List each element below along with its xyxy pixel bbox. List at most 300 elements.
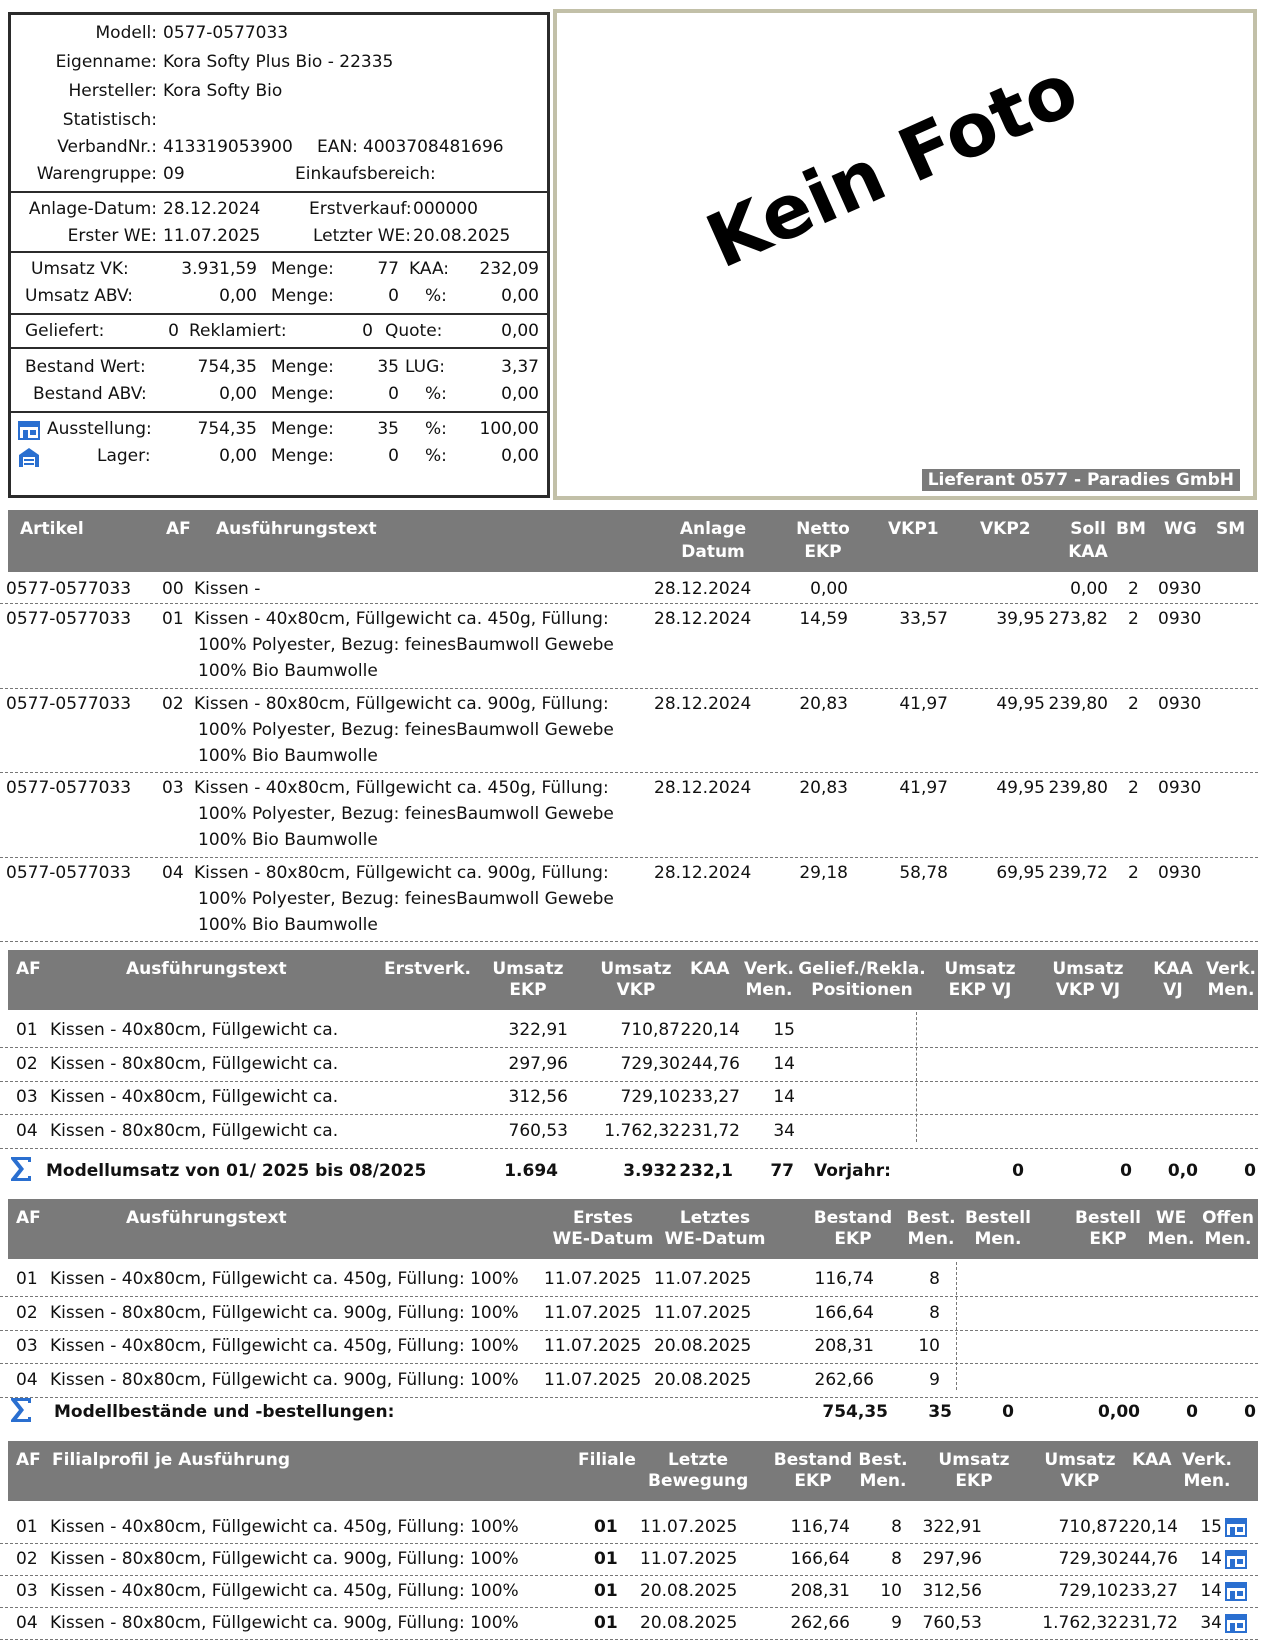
- col-bestand-ekp: EKP: [794, 1471, 832, 1491]
- table-row: [0, 772, 1258, 858]
- umsatz-ekp-cell: 760,53: [922, 1613, 982, 1633]
- verk-cell: 34: [1200, 1613, 1222, 1633]
- ausstellung-pct: 100,00: [479, 419, 539, 439]
- lug-value: 3,37: [501, 357, 539, 377]
- einkaufsbereich-label: Einkaufsbereich:: [295, 164, 436, 184]
- col-kaa-vj: KAA: [1153, 959, 1193, 979]
- umsatz-vkp-cell: 729,10: [1058, 1581, 1118, 1601]
- af-cell: 04: [16, 1369, 38, 1390]
- umsatz-vkp-cell: 710,87: [620, 1020, 680, 1040]
- bestandabv-menge: 0: [388, 384, 399, 404]
- store-icon[interactable]: [1224, 1548, 1248, 1575]
- menge-label: Menge:: [271, 384, 334, 404]
- bestand-ekp-cell: 116,74: [790, 1517, 850, 1537]
- letzte-bewegung-cell: 20.08.2025: [640, 1613, 738, 1633]
- umsatz-vkp-cell: 1.762,32: [1042, 1613, 1118, 1633]
- netto-ekp-cell: 0,00: [810, 579, 848, 599]
- col-best-men: Men.: [907, 1229, 955, 1249]
- pct-label: %:: [425, 446, 447, 466]
- col-bestand: Bestand: [813, 1208, 893, 1228]
- bestandabv-pct: 0,00: [501, 384, 539, 404]
- eigenname-value: Kora Softy Plus Bio - 22335: [163, 52, 394, 72]
- ausstellung-label: Ausstellung:: [47, 419, 152, 439]
- sum-verk: 77: [770, 1161, 794, 1181]
- menge-label: Menge:: [271, 446, 334, 466]
- col-offen-men: Men.: [1204, 1229, 1252, 1249]
- text-line-2: 100% Polyester, Bezug: feinesBaumwoll Gewebe: [198, 804, 614, 824]
- menge-label: Menge:: [271, 357, 334, 377]
- store-icon[interactable]: [1224, 1580, 1248, 1607]
- col-best-men: Men.: [859, 1471, 907, 1491]
- vorjahr-kaa: 0,0: [1167, 1161, 1198, 1181]
- col-kaa: KAA: [690, 959, 730, 979]
- artikel-cell: 0577-0577033: [6, 778, 132, 798]
- af-cell: 01: [162, 609, 184, 629]
- kaa-cell: 231,72: [1118, 1613, 1178, 1633]
- kaa-cell: 231,72: [680, 1120, 740, 1141]
- sum-label: Modellumsatz von 01/ 2025 bis 08/2025: [46, 1161, 427, 1181]
- af-cell: 00: [162, 579, 184, 599]
- quote-label: Quote:: [385, 321, 443, 341]
- stock-table-header: [8, 1199, 1258, 1259]
- bestand-ekp-cell: 208,31: [814, 1336, 874, 1356]
- umsatz-ekp-cell: 297,96: [508, 1053, 568, 1074]
- netto-ekp-cell: 20,83: [799, 694, 848, 714]
- col-netto-ekp: EKP: [804, 542, 842, 562]
- sum-umsatz-vkp: 3.932: [623, 1161, 677, 1181]
- af-cell: 04: [16, 1120, 38, 1141]
- table-row: [0, 1297, 1258, 1331]
- hersteller-value: Kora Softy Bio: [163, 81, 283, 101]
- text-cell: Kissen - 80x80cm, Füllgewicht ca. 900g, Füllung: 100%: [50, 1302, 519, 1323]
- letzterwe-label: Letzter WE:: [313, 226, 412, 246]
- vorjahr-verk: 0: [1244, 1161, 1256, 1181]
- bestand-ekp-cell: 262,66: [790, 1613, 850, 1633]
- bm-cell: 2: [1128, 609, 1139, 629]
- text-line-2: 100% Polyester, Bezug: feinesBaumwoll Gewebe: [198, 889, 614, 909]
- col-best: Best.: [906, 1208, 956, 1228]
- col-af: AF: [16, 959, 41, 979]
- anlage-datum-cell: 28.12.2024: [654, 863, 752, 883]
- vkp1-cell: 41,97: [899, 694, 948, 714]
- stock-sum-label: Modellbestände und -bestellungen:: [54, 1402, 395, 1422]
- vkp2-cell: 49,95: [996, 778, 1045, 798]
- vorjahr-umsatz-ekp: 0: [1012, 1161, 1024, 1181]
- umsatzabv-pct: 0,00: [501, 286, 539, 306]
- umsatzvk-value: 3.931,59: [181, 259, 257, 279]
- umsatz-vkp-cell: 710,87: [1058, 1517, 1118, 1537]
- product-photo-frame: [553, 9, 1257, 500]
- col-bm: BM: [1116, 519, 1146, 539]
- sum-we: 0: [1186, 1402, 1198, 1422]
- table-row: [0, 1512, 1258, 1544]
- umsatzvk-menge: 77: [377, 259, 399, 279]
- col-erstes: Erstes: [573, 1208, 633, 1228]
- vkp1-cell: 33,57: [899, 609, 948, 629]
- table-row: [0, 603, 1258, 689]
- bestand-ekp-cell: 262,66: [814, 1369, 874, 1390]
- best-men-cell: 8: [891, 1517, 902, 1537]
- table-row: [0, 1544, 1258, 1576]
- text-line-3: 100% Bio Baumwolle: [198, 915, 378, 935]
- col-letztes-datum: WE-Datum: [664, 1229, 766, 1249]
- artikel-cell: 0577-0577033: [6, 609, 132, 629]
- af-cell: 04: [16, 1613, 38, 1633]
- col-erstverk: Erstverk.: [384, 959, 472, 979]
- umsatz-ekp-cell: 760,53: [508, 1120, 568, 1141]
- anlage-datum-cell: 28.12.2024: [654, 694, 752, 714]
- table-row: [0, 1048, 1258, 1082]
- reklamiert-value: 0: [362, 321, 373, 341]
- verbandnr-value: 413319053900: [163, 137, 293, 157]
- vkp1-cell: 41,97: [899, 778, 948, 798]
- text-line-1: Kissen - 40x80cm, Füllgewicht ca. 450g, Füllung:: [194, 778, 609, 798]
- kaa-cell: 244,76: [680, 1053, 740, 1074]
- bestand-ekp-cell: 116,74: [814, 1269, 874, 1289]
- statistisch-label: Statistisch:: [62, 110, 157, 130]
- netto-ekp-cell: 20,83: [799, 778, 848, 798]
- col-filiale: Filiale: [578, 1450, 636, 1470]
- af-cell: 03: [162, 778, 184, 798]
- erstes-we-cell: 11.07.2025: [544, 1369, 642, 1390]
- table-row: [0, 1081, 1258, 1115]
- bm-cell: 2: [1128, 694, 1139, 714]
- col-letzte-bewegung: Bewegung: [648, 1471, 749, 1491]
- kaa-label: KAA:: [409, 259, 450, 279]
- wg-cell: 0930: [1158, 863, 1202, 883]
- col-best: Best.: [858, 1450, 908, 1470]
- umsatzabv-label: Umsatz ABV:: [25, 286, 134, 306]
- column-divider: [916, 1012, 917, 1142]
- col-gelief-pos: Positionen: [811, 980, 913, 1000]
- umsatz-vkp-cell: 729,10: [620, 1087, 680, 1107]
- store-icon: [17, 419, 41, 446]
- kaa-cell: 233,27: [680, 1087, 740, 1107]
- best-men-cell: 10: [918, 1336, 940, 1356]
- umsatz-ekp-cell: 312,56: [922, 1581, 982, 1601]
- table-row: [0, 573, 1258, 604]
- artikel-cell: 0577-0577033: [6, 863, 132, 883]
- warehouse-icon: [17, 445, 41, 474]
- af-cell: 02: [162, 694, 184, 714]
- col-umsatz-vkp: Umsatz: [1044, 1450, 1116, 1470]
- lager-pct: 0,00: [501, 446, 539, 466]
- col-umsatz-vkp: Umsatz: [600, 959, 672, 979]
- bm-cell: 2: [1128, 863, 1139, 883]
- text-cell: Kissen - 40x80cm, Füllgewicht ca. 450g, Füllung: 100%: [50, 1269, 519, 1289]
- col-umsatz-vkp-2: VKP: [1060, 1471, 1100, 1491]
- col-kaa: KAA: [1132, 1450, 1172, 1470]
- col-kaa-vj-2: VJ: [1163, 980, 1183, 1000]
- vkp2-cell: 49,95: [996, 694, 1045, 714]
- af-cell: 02: [16, 1549, 38, 1569]
- col-bestell-men: Men.: [974, 1229, 1022, 1249]
- lager-value: 0,00: [219, 446, 257, 466]
- filiale-cell: 01: [594, 1517, 618, 1537]
- af-cell: 03: [16, 1336, 38, 1356]
- col-verk-men: Men.: [1183, 1471, 1231, 1491]
- modell-value: 0577-0577033: [163, 23, 289, 43]
- pct-label: %:: [425, 286, 447, 306]
- text-line-1: Kissen - 80x80cm, Füllgewicht ca. 900g, Füllung:: [194, 863, 609, 883]
- lager-label: Lager:: [97, 446, 151, 466]
- col-vkp1: VKP1: [888, 519, 939, 539]
- col-sm: SM: [1216, 519, 1246, 539]
- table-row: [0, 1330, 1258, 1364]
- col-verk-men: Men.: [745, 980, 793, 1000]
- geliefert-label: Geliefert:: [25, 321, 105, 341]
- reklamiert-label: Reklamiert:: [189, 321, 287, 341]
- table-row: [0, 1364, 1258, 1398]
- vkp2-cell: 69,95: [996, 863, 1045, 883]
- sigma-icon: [8, 1396, 34, 1429]
- letzte-bewegung-cell: 11.07.2025: [640, 1517, 738, 1537]
- text-line-3: 100% Bio Baumwolle: [198, 830, 378, 850]
- umsatz-vkp-cell: 729,30: [1058, 1549, 1118, 1569]
- wg-cell: 0930: [1158, 609, 1202, 629]
- kaa-cell: 233,27: [1118, 1581, 1178, 1601]
- col-wg: WG: [1164, 519, 1197, 539]
- col-umsatz-ekp-2: EKP: [955, 1471, 993, 1491]
- umsatzvk-label: Umsatz VK:: [31, 259, 129, 279]
- menge-label: Menge:: [271, 419, 334, 439]
- col-vkp2: VKP2: [980, 519, 1031, 539]
- erstverkauf-label: Erstverkauf:: [309, 199, 412, 219]
- best-men-cell: 9: [929, 1369, 940, 1390]
- col-bestell-ekp-2: EKP: [1089, 1229, 1127, 1249]
- col-bestand-ekp: EKP: [834, 1229, 872, 1249]
- verk-cell: 14: [1200, 1581, 1222, 1601]
- filiale-cell: 01: [594, 1549, 618, 1569]
- letztes-we-cell: 20.08.2025: [654, 1336, 752, 1356]
- text-line-1: Kissen -: [194, 579, 261, 599]
- bestand-ekp-cell: 208,31: [790, 1581, 850, 1601]
- col-netto: Netto: [796, 519, 850, 539]
- col-bestell: Bestell: [965, 1208, 1031, 1228]
- col-ausfuehrungstext: Ausführungstext: [126, 959, 287, 979]
- text-cell: Kissen - 80x80cm, Füllgewicht ca.: [50, 1053, 339, 1074]
- col-af: AF: [16, 1450, 41, 1470]
- ausstellung-value: 754,35: [197, 419, 257, 439]
- anlage-datum-cell: 28.12.2024: [654, 609, 752, 629]
- text-line-3: 100% Bio Baumwolle: [198, 661, 378, 681]
- artikel-cell: 0577-0577033: [6, 579, 132, 599]
- table-row: [0, 1608, 1258, 1640]
- anlage-value: 28.12.2024: [163, 199, 261, 219]
- letzte-bewegung-cell: 11.07.2025: [640, 1549, 738, 1569]
- column-divider: [956, 1262, 957, 1390]
- text-cell: Kissen - 40x80cm, Füllgewicht ca. 450g, Füllung: 100%: [50, 1517, 519, 1537]
- bestandwert-menge: 35: [377, 357, 399, 377]
- col-umsatz-ekp-vj: Umsatz: [944, 959, 1016, 979]
- best-men-cell: 8: [929, 1269, 940, 1289]
- col-af: AF: [16, 1208, 41, 1228]
- col-filialprofil: Filialprofil je Ausführung: [52, 1450, 290, 1470]
- filiale-cell: 01: [594, 1581, 618, 1601]
- pct-label: %:: [425, 419, 447, 439]
- no-photo-placeholder: Kein Foto: [694, 46, 1091, 286]
- text-cell: Kissen - 80x80cm, Füllgewicht ca. 900g, Füllung: 100%: [50, 1369, 519, 1390]
- best-men-cell: 10: [880, 1581, 902, 1601]
- bestandwert-value: 754,35: [197, 357, 257, 377]
- anlage-datum-cell: 28.12.2024: [654, 778, 752, 798]
- netto-ekp-cell: 14,59: [799, 609, 848, 629]
- letztes-we-cell: 11.07.2025: [654, 1269, 752, 1289]
- text-cell: Kissen - 40x80cm, Füllgewicht ca.: [50, 1087, 339, 1107]
- col-letzte: Letzte: [667, 1450, 729, 1470]
- verk-cell: 14: [1200, 1549, 1222, 1569]
- kaa-value: 232,09: [479, 259, 539, 279]
- modell-label: Modell:: [95, 23, 157, 43]
- soll-kaa-cell: 273,82: [1048, 609, 1108, 629]
- divider: [11, 411, 547, 413]
- text-cell: Kissen - 40x80cm, Füllgewicht ca. 450g, Füllung: 100%: [50, 1581, 519, 1601]
- col-verk: Verk.: [744, 959, 794, 979]
- umsatz-ekp-cell: 297,96: [922, 1549, 982, 1569]
- best-men-cell: 8: [929, 1302, 940, 1323]
- quote-value: 0,00: [501, 321, 539, 341]
- col-umsatz-vkp-vj-2: VKP VJ: [1055, 980, 1121, 1000]
- text-line-3: 100% Bio Baumwolle: [198, 746, 378, 766]
- store-icon[interactable]: [1224, 1612, 1248, 1639]
- supplier-label: Lieferant 0577 - Paradies GmbH: [921, 468, 1241, 492]
- sum-bestand: 754,35: [822, 1402, 888, 1422]
- umsatzabv-menge: 0: [388, 286, 399, 306]
- verk-cell: 14: [773, 1053, 795, 1074]
- ersterwe-value: 11.07.2025: [163, 226, 261, 246]
- best-men-cell: 9: [891, 1613, 902, 1633]
- sum-bestell: 0: [1002, 1402, 1014, 1422]
- divider: [11, 347, 547, 349]
- ean-value: 4003708481696: [363, 137, 504, 157]
- umsatz-ekp-cell: 322,91: [922, 1517, 982, 1537]
- wg-cell: 0930: [1158, 579, 1202, 599]
- verk-cell: 15: [773, 1020, 795, 1040]
- soll-kaa-cell: 239,80: [1048, 694, 1108, 714]
- umsatz-vkp-cell: 1.762,32: [604, 1120, 680, 1141]
- letztes-we-cell: 20.08.2025: [654, 1369, 752, 1390]
- col-letztes: Letztes: [679, 1208, 751, 1228]
- ausstellung-menge: 35: [377, 419, 399, 439]
- kaa-cell: 220,14: [680, 1020, 740, 1040]
- bestand-ekp-cell: 166,64: [790, 1549, 850, 1569]
- umsatz-ekp-cell: 312,56: [508, 1087, 568, 1107]
- branch-table-header: [8, 1441, 1258, 1501]
- col-anlage: Anlage: [679, 519, 747, 539]
- letzte-bewegung-cell: 20.08.2025: [640, 1581, 738, 1601]
- table-row: [0, 688, 1258, 773]
- menge-label: Menge:: [271, 286, 334, 306]
- text-line-2: 100% Polyester, Bezug: feinesBaumwoll Gewebe: [198, 720, 614, 740]
- af-cell: 01: [16, 1269, 38, 1289]
- table-row: [0, 1014, 1258, 1048]
- artikel-cell: 0577-0577033: [6, 694, 132, 714]
- af-cell: 02: [16, 1302, 38, 1323]
- letztes-we-cell: 11.07.2025: [654, 1302, 752, 1323]
- best-men-cell: 8: [891, 1549, 902, 1569]
- erstes-we-cell: 11.07.2025: [544, 1302, 642, 1323]
- bestandabv-label: Bestand ABV:: [33, 384, 147, 404]
- sum-offen: 0: [1244, 1402, 1256, 1422]
- col-umsatz-ekp: Umsatz: [492, 959, 564, 979]
- col-umsatz-ekp-2: EKP: [509, 980, 547, 1000]
- ersterwe-label: Erster WE:: [67, 226, 157, 246]
- af-cell: 04: [162, 863, 184, 883]
- sum-kaa: 232,1: [679, 1161, 733, 1181]
- col-ausfuehrungstext: Ausführungstext: [216, 519, 377, 539]
- anlage-label: Anlage-Datum:: [28, 199, 157, 219]
- erstes-we-cell: 11.07.2025: [544, 1336, 642, 1356]
- divider: [11, 191, 547, 193]
- eigenname-label: Eigenname:: [55, 52, 157, 72]
- pct-label: %:: [425, 384, 447, 404]
- col-verk-vj: Verk.: [1206, 959, 1256, 979]
- vorjahr-umsatz-vkp: 0: [1120, 1161, 1132, 1181]
- vkp1-cell: 58,78: [899, 863, 948, 883]
- ean-label: EAN:: [317, 137, 358, 157]
- col-umsatz-vkp-2: VKP: [616, 980, 656, 1000]
- warengruppe-label: Warengruppe:: [36, 164, 157, 184]
- col-erstes-datum: WE-Datum: [552, 1229, 654, 1249]
- divider: [11, 313, 547, 315]
- af-cell: 03: [16, 1581, 38, 1601]
- vkp2-cell: 39,95: [996, 609, 1045, 629]
- store-icon[interactable]: [1224, 1516, 1248, 1543]
- text-cell: Kissen - 80x80cm, Füllgewicht ca. 900g, Füllung: 100%: [50, 1549, 519, 1569]
- lug-label: LUG:: [405, 357, 445, 377]
- soll-kaa-cell: 239,72: [1048, 863, 1108, 883]
- col-anlage-datum: Datum: [681, 542, 745, 562]
- article-table-header: [8, 510, 1258, 572]
- text-cell: Kissen - 80x80cm, Füllgewicht ca. 900g, Füllung: 100%: [50, 1613, 519, 1633]
- text-line-2: 100% Polyester, Bezug: feinesBaumwoll Gewebe: [198, 635, 614, 655]
- soll-kaa-cell: 239,80: [1048, 778, 1108, 798]
- geliefert-value: 0: [168, 321, 179, 341]
- af-cell: 01: [16, 1517, 38, 1537]
- col-bestell-ekp: Bestell: [1075, 1208, 1141, 1228]
- umsatz-ekp-cell: 322,91: [508, 1020, 568, 1040]
- col-soll-kaa: KAA: [1068, 542, 1108, 562]
- col-offen: Offen: [1202, 1208, 1254, 1228]
- divider: [11, 251, 547, 253]
- bm-cell: 2: [1128, 579, 1139, 599]
- af-cell: 02: [16, 1053, 38, 1074]
- umsatzabv-value: 0,00: [219, 286, 257, 306]
- col-verk: Verk.: [1182, 1450, 1232, 1470]
- bestandabv-value: 0,00: [219, 384, 257, 404]
- sigma-icon: [8, 1155, 34, 1188]
- col-artikel: Artikel: [20, 519, 84, 539]
- model-info-panel: [8, 12, 550, 498]
- col-we-men: Men.: [1147, 1229, 1195, 1249]
- text-cell: Kissen - 40x80cm, Füllgewicht ca. 450g, Füllung: 100%: [50, 1336, 519, 1356]
- table-row: [0, 857, 1258, 942]
- text-line-1: Kissen - 80x80cm, Füllgewicht ca. 900g, Füllung:: [194, 694, 609, 714]
- verk-cell: 15: [1200, 1517, 1222, 1537]
- col-gelief: Gelief./Rekla.: [798, 959, 926, 979]
- verk-cell: 14: [773, 1087, 795, 1107]
- text-cell: Kissen - 40x80cm, Füllgewicht ca.: [50, 1020, 339, 1040]
- col-umsatz-ekp: Umsatz: [938, 1450, 1010, 1470]
- letzterwe-value: 20.08.2025: [413, 226, 511, 246]
- hersteller-label: Hersteller:: [68, 81, 157, 101]
- sum-best-men: 35: [928, 1402, 952, 1422]
- col-af: AF: [166, 519, 191, 539]
- text-line-1: Kissen - 40x80cm, Füllgewicht ca. 450g, Füllung:: [194, 609, 609, 629]
- wg-cell: 0930: [1158, 694, 1202, 714]
- table-row: [0, 1576, 1258, 1608]
- col-bestand: Bestand: [773, 1450, 853, 1470]
